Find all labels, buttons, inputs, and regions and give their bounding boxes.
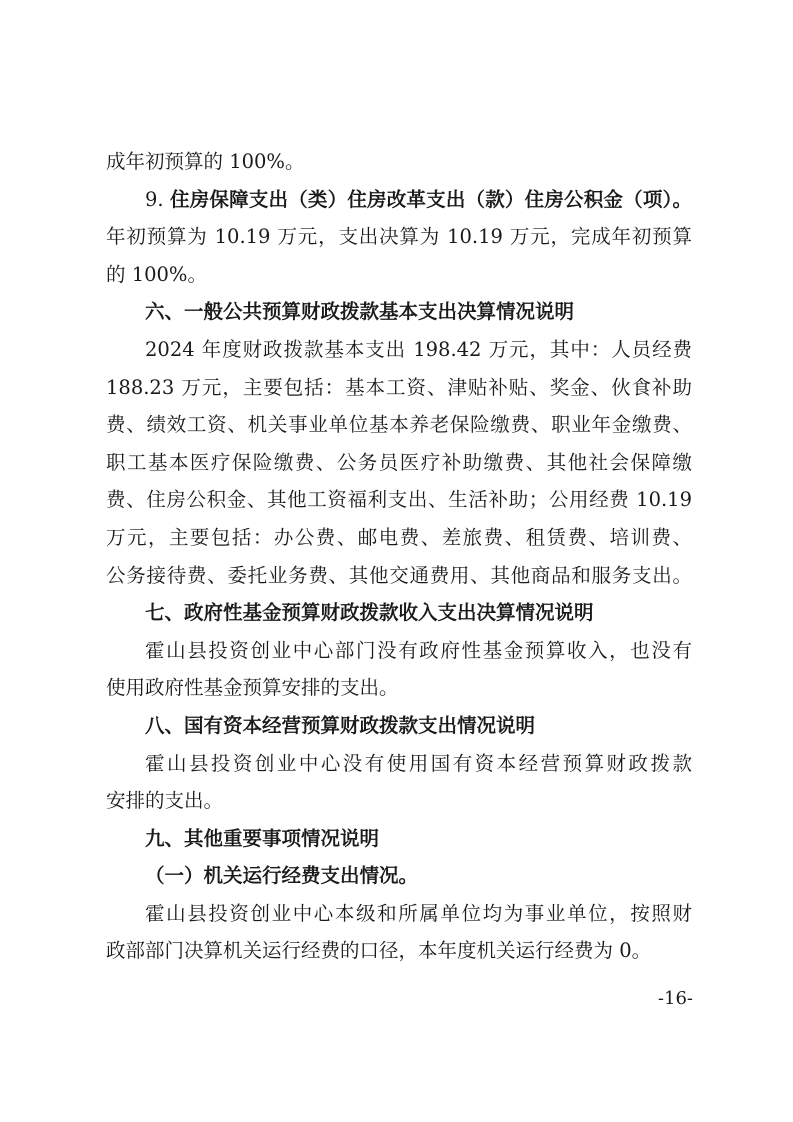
- section-heading-8: 八、国有资本经营预算财政拨款支出情况说明: [145, 713, 536, 737]
- page-number: -16-: [657, 988, 693, 1009]
- paragraph-line: 188.23 万元，主要包括：基本工资、津贴补贴、奖金、伙食补助: [106, 375, 692, 399]
- document-body: [106, 143, 692, 970]
- paragraph-line: 霍山县投资创业中心部门没有政府性基金预算收入，也没有: [145, 638, 692, 662]
- paragraph-line: 万元，主要包括：办公费、邮电费、差旅费、租赁费、培训费、: [106, 525, 692, 549]
- section-heading-6: 六、一般公共预算财政拨款基本支出决算情况说明: [145, 300, 575, 324]
- paragraph-line: 使用政府性基金预算安排的支出。: [106, 676, 399, 700]
- item-9-title: 住房保障支出（类）住房改革支出（款）住房公积金（项）。: [170, 187, 692, 211]
- paragraph-line: 霍山县投资创业中心本级和所属单位均为事业单位，按照财: [145, 901, 692, 925]
- subsection-heading-9-1: （一）机关运行经费支出情况。: [145, 864, 419, 888]
- paragraph-line: 霍山县投资创业中心没有使用国有资本经营预算财政拨款: [145, 751, 692, 775]
- paragraph-line: 费、绩效工资、机关事业单位基本养老保险缴费、职业年金缴费、: [106, 413, 692, 437]
- paragraph-line: 2024 年度财政拨款基本支出 198.42 万元，其中：人员经费: [145, 337, 692, 361]
- paragraph-line: 政部部门决算机关运行经费的口径，本年度机关运行经费为 0。: [106, 939, 652, 963]
- item-9-heading-line: [106, 181, 692, 219]
- paragraph-line: 费、住房公积金、其他工资福利支出、生活补助；公用经费 10.19: [106, 488, 692, 512]
- paragraph-line: 的 100%。: [106, 262, 207, 286]
- paragraph-line: 年初预算为 10.19 万元，支出决算为 10.19 万元，完成年初预算: [106, 225, 692, 249]
- paragraph-line: 职工基本医疗保险缴费、公务员医疗补助缴费、其他社会保障缴: [106, 450, 692, 474]
- section-heading-7: 七、政府性基金预算财政拨款收入支出决算情况说明: [145, 601, 594, 625]
- section-heading-9: 九、其他重要事项情况说明: [145, 826, 380, 850]
- paragraph-line: 安排的支出。: [106, 789, 224, 813]
- item-number: 9.: [145, 187, 171, 211]
- paragraph-line: 公务接待费、委托业务费、其他交通费用、其他商品和服务支出。: [106, 563, 692, 587]
- paragraph-line: 成年初预算的 100%。: [106, 150, 305, 173]
